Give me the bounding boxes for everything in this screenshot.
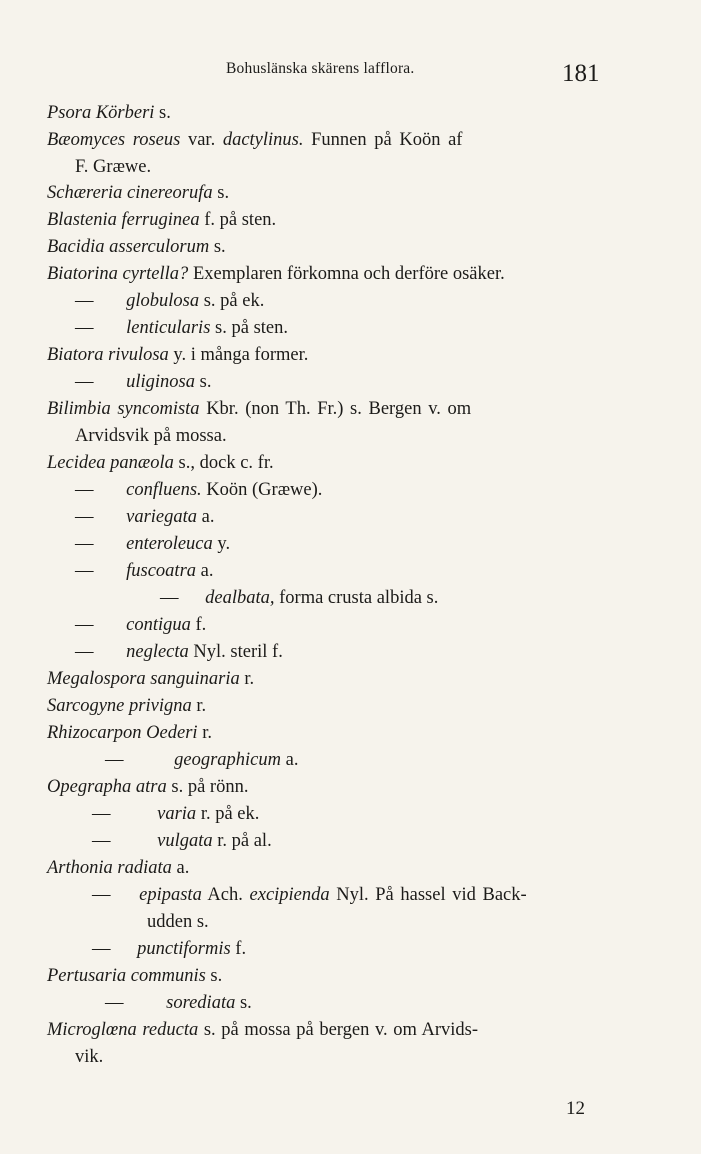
species-name: excipienda [249,885,330,905]
entry-note: s. [209,237,226,257]
entry-note: r. på al. [212,831,272,851]
ditto-dash: — [92,831,111,851]
entry-line [147,913,209,932]
species-name: vulgata [157,831,213,851]
entry-line [92,832,272,851]
entry-note: s. [195,372,212,392]
entry-line [75,535,230,554]
entry-note: s. [154,103,171,123]
entry-note: Kbr. (non Th. Fr.) s. Bergen v. om [199,399,472,419]
entry-note: f. på sten. [199,210,277,230]
entry-line [47,184,229,203]
entry-note: vik. [75,1047,104,1067]
entry-line [47,778,248,797]
ditto-dash: — [160,588,179,608]
entry-line [75,427,227,446]
species-name: Blastenia ferruginea [47,210,200,230]
species-name: contigua [126,615,191,635]
species-name: Sarcogyne privigna [47,696,192,716]
ditto-dash: — [92,885,111,905]
page-number: 181 [562,60,600,87]
species-name: Microglœna reducta [47,1020,199,1040]
entry-line [105,994,252,1013]
entry-note: F. Græwe. [75,157,152,177]
entry-line [92,940,246,959]
entry-line [47,238,226,257]
entry-note: a. [196,561,214,581]
entry-line [47,670,254,689]
species-name: Biatora rivulosa [47,345,169,365]
ditto-dash: — [105,993,124,1013]
entry-line [47,131,462,150]
entry-note: s. [205,966,223,986]
entry-line [75,562,213,581]
entry-line [47,211,276,230]
entry-note: a. [281,750,299,770]
ditto-dash: — [75,615,94,635]
species-name: dactylinus. [222,130,304,150]
species-name: Bacidia asserculorum [47,237,210,257]
ditto-dash: — [75,507,94,527]
species-name: Psora Körberi [47,103,155,123]
entry-note: Arvidsvik på mossa. [75,426,227,446]
species-name: epipasta [139,885,202,905]
ditto-dash: — [92,939,111,959]
entry-note: s. [235,993,252,1013]
ditto-dash: — [75,318,94,338]
entry-line [75,643,283,662]
entry-note: Koön (Græwe). [201,480,323,500]
ditto-dash: — [75,291,94,311]
entry-note: s., dock c. fr. [173,453,274,473]
entry-note: s. på sten. [210,318,288,338]
species-name: Schæreria cinereorufa [47,183,213,203]
entry-line [75,481,322,500]
species-name: globulosa [126,291,200,311]
species-name: Lecidea panæola [47,453,174,473]
entry-line [47,1021,478,1040]
species-name: sorediata [166,993,236,1013]
entry-note: f. [190,615,207,635]
entry-line [75,292,264,311]
entry-line [105,751,298,770]
entry-note: forma crusta albida s. [274,588,439,608]
entry-note: r. på ek. [196,804,260,824]
entry-line [47,724,212,743]
entry-note: Nyl. På hassel vid Back- [329,885,527,905]
species-name: confluens. [126,480,202,500]
entry-note: a. [197,507,215,527]
ditto-dash: — [75,534,94,554]
species-name: fuscoatra [126,561,197,581]
ditto-dash: — [75,561,94,581]
entry-line [47,967,222,986]
entry-line [47,859,189,878]
entry-line [47,104,171,123]
ditto-dash: — [75,642,94,662]
entry-line [75,373,211,392]
running-title: Bohuslänska skärens lafflora. [226,60,415,77]
entry-line [160,589,438,608]
species-name: enteroleuca [126,534,213,554]
species-name: Bilimbia syncomista [47,399,200,419]
entry-line [75,616,206,635]
entry-line [47,265,505,284]
entry-line [92,886,527,905]
entry-line [47,697,206,716]
entry-note: s. [212,183,230,203]
species-name: lenticularis [126,318,211,338]
entry-note: Nyl. steril f. [188,642,283,662]
entry-line [92,805,259,824]
entry-line [75,319,288,338]
entry-note: s. på mossa på bergen v. om Arvids- [198,1020,479,1040]
entry-line [75,508,215,527]
entry-note: y. i många former. [168,345,309,365]
species-name: punctiformis [137,939,231,959]
entry-note: Funnen på Koön af [303,130,463,150]
species-name: Megalospora sanguinaria [47,669,240,689]
entry-line [47,454,274,473]
entry-note: udden s. [147,912,209,932]
species-name: Arthonia radiata [47,858,172,878]
entry-note: Exemplaren förkomna och derföre osäker. [188,264,505,284]
entry-note: r. [191,696,207,716]
ditto-dash: — [92,804,111,824]
entry-line [75,158,151,177]
entry-note: a. [171,858,190,878]
entry-note: r. [239,669,255,689]
species-name: neglecta [126,642,189,662]
species-name: geographicum [174,750,281,770]
species-name: Bæomyces roseus [47,130,181,150]
entry-note: r. [197,723,212,743]
species-name: Rhizocarpon Oederi [47,723,198,743]
species-name: Biatorina cyrtella? [47,264,189,284]
ditto-dash: — [105,750,124,770]
species-name: uliginosa [126,372,195,392]
entry-line [47,400,471,419]
entry-line [47,346,308,365]
entry-note: s. på rönn. [166,777,249,797]
species-name: Opegrapha atra [47,777,167,797]
ditto-dash: — [75,480,94,500]
species-name: Pertusaria communis [47,966,206,986]
ditto-dash: — [75,372,94,392]
entry-note: Ach. [201,885,250,905]
species-name: variegata [126,507,198,527]
signature-mark: 12 [566,1098,585,1119]
entry-note: s. på ek. [199,291,265,311]
entry-note: var. [180,130,223,150]
entry-line [75,1048,103,1067]
species-name: varia [157,804,197,824]
entry-note: y. [212,534,231,554]
entry-note: f. [230,939,247,959]
species-name: dealbata, [205,588,275,608]
